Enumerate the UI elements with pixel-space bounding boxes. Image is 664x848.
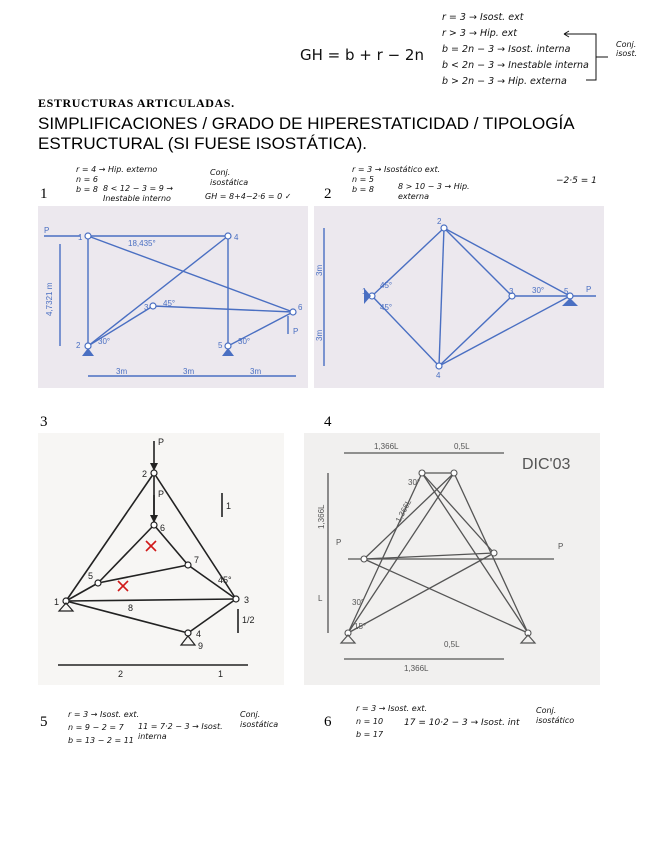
p1-label-dim1: 3m [116,367,128,376]
p1-label-angle1: 18,435° [128,239,156,248]
p3-label-dim-right: 1 [226,501,232,511]
p3-label-n7: 7 [194,555,200,565]
p4-label-load-r: P [558,542,564,551]
p1-label-dim3: 3m [250,367,262,376]
rule-5: b > 2n − 3 → Hip. externa [442,76,567,87]
bracket-note: Conj. isost. [616,40,638,58]
p1-label-n4: 4 [234,233,239,242]
p4-label-diag: 1,366L [393,498,414,524]
page-subtitle: SIMPLIFICACIONES / GRADO DE HIPERESTATICIDAD / TIPOLOGÍA ESTRUCTURAL (SI FUESE ISOSTÁTICA). [38,114,574,153]
p3-label-angle: 45° [218,575,232,585]
p1-label-n1: 1 [78,233,83,242]
p2-label-dim-bot: 3m [315,329,324,341]
p3-label-n6: 6 [160,523,166,533]
p2-label-dim-top: 3m [315,264,324,276]
p2-label-angle1: 45° [380,281,393,290]
p5-note-r: r = 3 → Isost. ext. [68,710,140,719]
rule-4: b < 2n − 3 → Inestable interna [442,60,589,71]
p4-label-angle1: 30° [408,478,421,487]
p2-label-angle3: 30° [532,286,545,295]
p6-note-n: n = 10 [356,717,384,726]
p1-note-n: n = 6 [76,175,98,184]
p4-label-dim-bot2: 0,5L [444,640,460,649]
p2-label-n1: 1 [362,287,367,296]
section-title: ESTRUCTURAS ARTICULADAS. [38,96,235,110]
p3-label-load: P [158,437,165,447]
problem-number-3: 3 [40,414,48,430]
p6-note-eq: 17 = 10·2 − 3 → Isost. int [404,718,520,728]
structure-4-panel [304,433,600,685]
p2-label-n5: 5 [564,287,569,296]
p1-label-n6: 6 [298,303,303,312]
structure-4-drawing [304,433,600,685]
p6-note-r: r = 3 → Isost. ext. [356,704,428,713]
p1-label-load2: P [293,327,299,336]
p4-label-dim-bot1: 1,366L [404,664,429,673]
p4-label-angle3: 15° [354,622,367,631]
p3-label-n9: 9 [198,641,204,651]
problem-5-notes [68,708,139,747]
p6-note-conj: Conj. isostático [536,706,575,725]
p4-label-dim-top1: 1,366L [374,442,399,451]
p5-note-conj: Conj. isostática [240,710,279,729]
structure-1-drawing [38,206,308,388]
p1-note-r: r = 4 → Hip. externo [76,165,158,174]
problem-number-2: 2 [324,186,332,202]
p1-note-gh: GH = 8+4−2·6 = 0 ✓ [205,192,292,201]
p3-label-load2: P [158,489,165,499]
p1-label-angle2: 45° [163,299,176,308]
p6-note-b: b = 17 [356,730,384,739]
p4-label-angle2: 30° [352,598,365,607]
p3-label-n5: 5 [88,571,94,581]
p1-label-dim2: 3m [183,367,195,376]
p2-label-n2: 2 [437,217,442,226]
p1-label-n2: 2 [76,341,81,350]
gh-formula: GH = b + r − 2n [300,46,424,64]
p5-note-n: n = 9 − 2 = 7 [68,723,124,732]
p3-label-dim-bot1: 2 [118,669,124,679]
structure-2-drawing [314,206,604,388]
p2-label-load: P [586,285,592,294]
structure-2-panel [314,206,604,388]
problem-number-5: 5 [40,714,48,730]
rule-1: r = 3 → Isost. ext [442,12,524,23]
p5-note-b: b = 13 − 2 = 11 [68,736,134,745]
p1-label-load: P [44,226,50,235]
p3-label-dim-bot2: 1 [218,669,224,679]
p4-label-dim-left2: L [318,594,323,603]
p1-note-conj: Conj. isostática [210,168,249,187]
p1-label-dim-left: 4,7321 m [45,282,54,316]
p3-label-dim-half: 1/2 [242,615,255,625]
p4-label-dim-left: 1,366L [317,504,326,529]
p2-label-n3: 3 [509,287,514,296]
p2-note-r: r = 3 → Isostático ext. [352,165,441,174]
p2-note-extra: −2·5 = 1 [556,176,597,186]
p1-note-ineq: 8 < 12 − 3 = 9 → Inestable interno [103,184,174,203]
p1-label-n3: 3 [144,303,149,312]
structure-3-panel [38,433,284,685]
p3-label-n2: 2 [142,469,148,479]
p4-label-load-l: P [336,538,342,547]
problem-number-4: 4 [324,414,332,430]
problem-number-1: 1 [40,186,48,202]
p4-label-stamp: DIC'03 [522,456,571,473]
p3-label-n1: 1 [54,597,60,607]
structure-1-panel [38,206,308,388]
p3-label-n8: 8 [128,603,134,613]
structure-3-drawing [38,433,284,685]
p1-label-n5: 5 [218,341,223,350]
p2-note-n: n = 5 [352,175,374,184]
p1-label-angle3: 30° [98,337,111,346]
problem-number-6: 6 [324,714,332,730]
p2-note-b: b = 8 [352,185,374,194]
p4-label-dim-top2: 0,5L [454,442,470,451]
rule-3: b = 2n − 3 → Isost. interna [442,44,571,55]
p1-note-b: b = 8 [76,185,98,194]
p3-label-n3: 3 [244,595,250,605]
p3-label-n4: 4 [196,629,202,639]
p2-label-n4: 4 [436,371,441,380]
p1-label-angle4: 30° [238,337,251,346]
p2-note-ineq: 8 > 10 − 3 → Hip. externa [398,182,470,201]
p5-note-eq: 11 = 7·2 − 3 → Isost. interna [138,722,223,741]
rule-2: r > 3 → Hip. ext [442,28,517,39]
p2-label-angle2: 45° [380,303,393,312]
